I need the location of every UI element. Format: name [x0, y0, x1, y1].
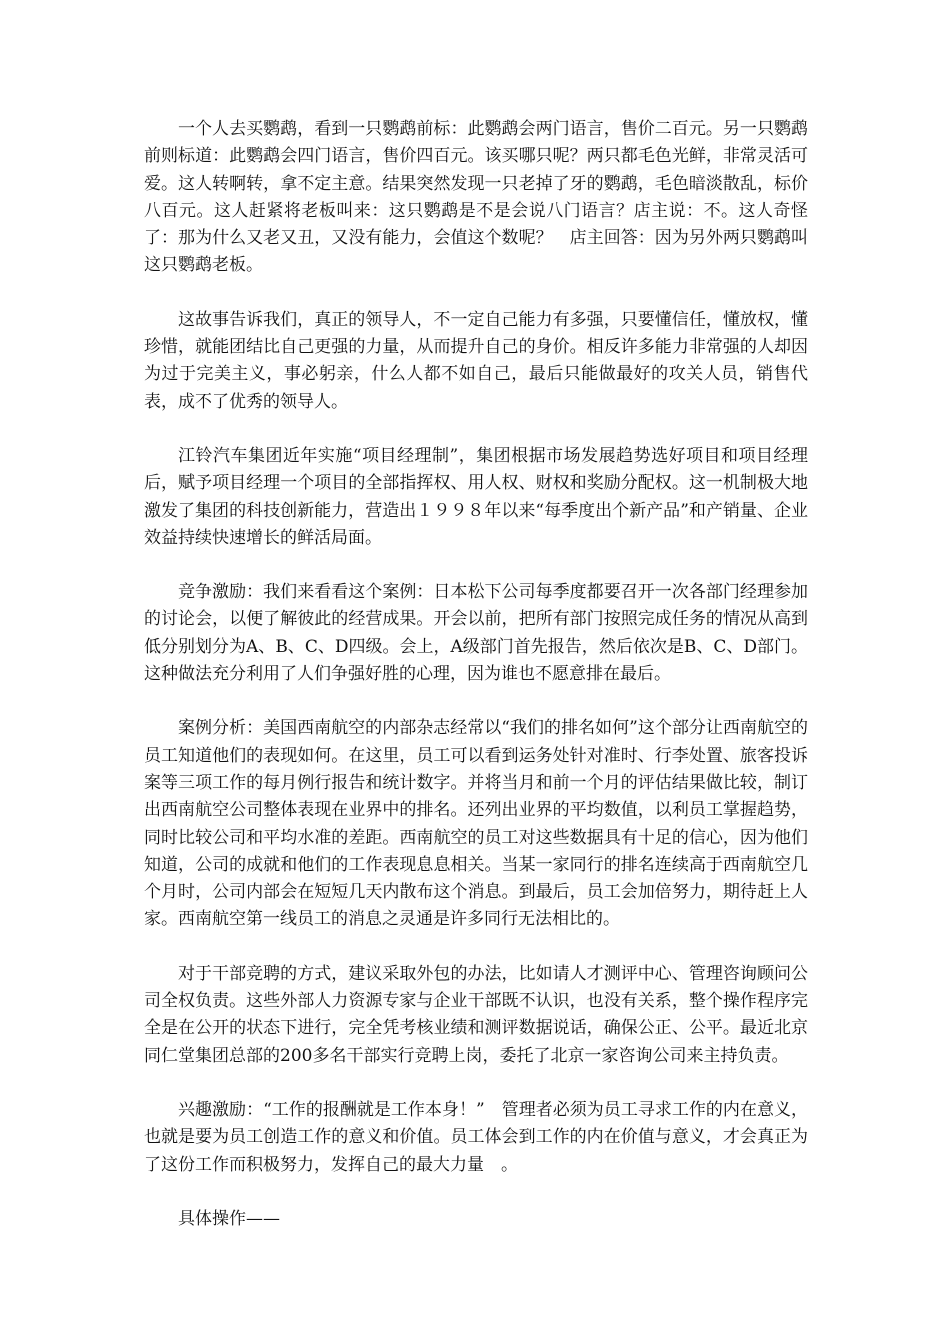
paragraph-cadre-recruitment: 对于干部竞聘的方式，建议采取外包的办法，比如请人才测评中心、管理咨询顾问公司全权负责。这些外部人力资源专家与企业干部既不认识，也没有关系，整个操作程序完全是在公开的状态下进行，完全凭考核业绩和测评数据说话，确保公正、公平。最近北京同仁堂集团总部的200多名干部实行竞聘上岗，委托了北京一家咨询公司来主持负责。	[144, 963, 808, 1066]
paragraph-southwest-case: 案例分析：美国西南航空的内部杂志经常以“我们的排名如何”这个部分让西南航空的员工知道他们的表现如何。在这里，员工可以看到运务处针对准时、行李处置、旅客投诉案等三项工作的每月例行报告和统计数字。并将当月和前一个月的评估结果做比较，制订出西南航空公司整体表现在业界中的排名。还列出业界的平均数值，以利员工掌握趋势，同时比较公司和平均水准的差距。西南航空的员工对这些数据具有十足的信心，因为他们知道，公司的成就和他们的工作表现息息相关。当某一家同行的排名连续高于西南航空几个月时，公司内部会在短短几天内散布这个消息。到最后，员工会加倍努力，期待赶上人家。西南航空第一线员工的消息之灵通是许多同行无法相比的。	[144, 718, 808, 930]
paragraph-specific-operation: 具体操作——	[178, 1208, 280, 1229]
paragraph-leadership-lesson: 这故事告诉我们，真正的领导人，不一定自己能力有多强，只要懂信任，懂放权，懂珍惜，就能团结比自己更强的力量，从而提升自己的身价。相反许多能力非常强的人却因为过于完美主义，事必躬亲，什么人都不如自己，最后只能做最好的攻关人员，销售代表，成不了优秀的领导人。	[144, 309, 808, 412]
paragraph-jiangling-case: 江铃汽车集团近年实施“项目经理制”，集团根据市场发展趋势选好项目和项目经理后，赋予项目经理一个项目的全部指挥权、用人权、财权和奖励分配权。这一机制极大地激发了集团的科技创新能力，营造出１９９８年以来“每季度出个新产品”和产销量、企业效益持续快速增长的鲜活局面。	[144, 445, 808, 548]
paragraph-interest-incentive: 兴趣激励：“工作的报酬就是工作本身！” 管理者必须为员工寻求工作的内在意义，也就是要为员工创造工作的意义和价值。员工体会到工作的内在价值与意义，才会真正为了这份工作而积极努力，发挥自己的最大力量 。	[144, 1099, 808, 1175]
paragraph-parrot-story: 一个人去买鹦鹉，看到一只鹦鹉前标：此鹦鹉会两门语言，售价二百元。另一只鹦鹉前则标道：此鹦鹉会四门语言，售价四百元。该买哪只呢？两只都毛色光鲜，非常灵活可爱。这人转啊转，拿不定主意。结果突然发现一只老掉了牙的鹦鹉，毛色暗淡散乱，标价八百元。这人赶紧将老板叫来：这只鹦鹉是不是会说八门语言？店主说：不。这人奇怪了：那为什么又老又丑，又没有能力，会值这个数呢？ 店主回答：因为另外两只鹦鹉叫这只鹦鹉老板。	[144, 119, 808, 276]
document-page	[144, 116, 808, 1260]
paragraph-competition-incentive: 竞争激励：我们来看看这个案例：日本松下公司每季度都要召开一次各部门经理参加的讨论会，以便了解彼此的经营成果。开会以前，把所有部门按照完成任务的情况从高到低分别划分为A、B、C、D四级。会上，A级部门首先报告，然后依次是B、C、D部门。这种做法充分利用了人们争强好胜的心理，因为谁也不愿意排在最后。	[144, 582, 808, 685]
